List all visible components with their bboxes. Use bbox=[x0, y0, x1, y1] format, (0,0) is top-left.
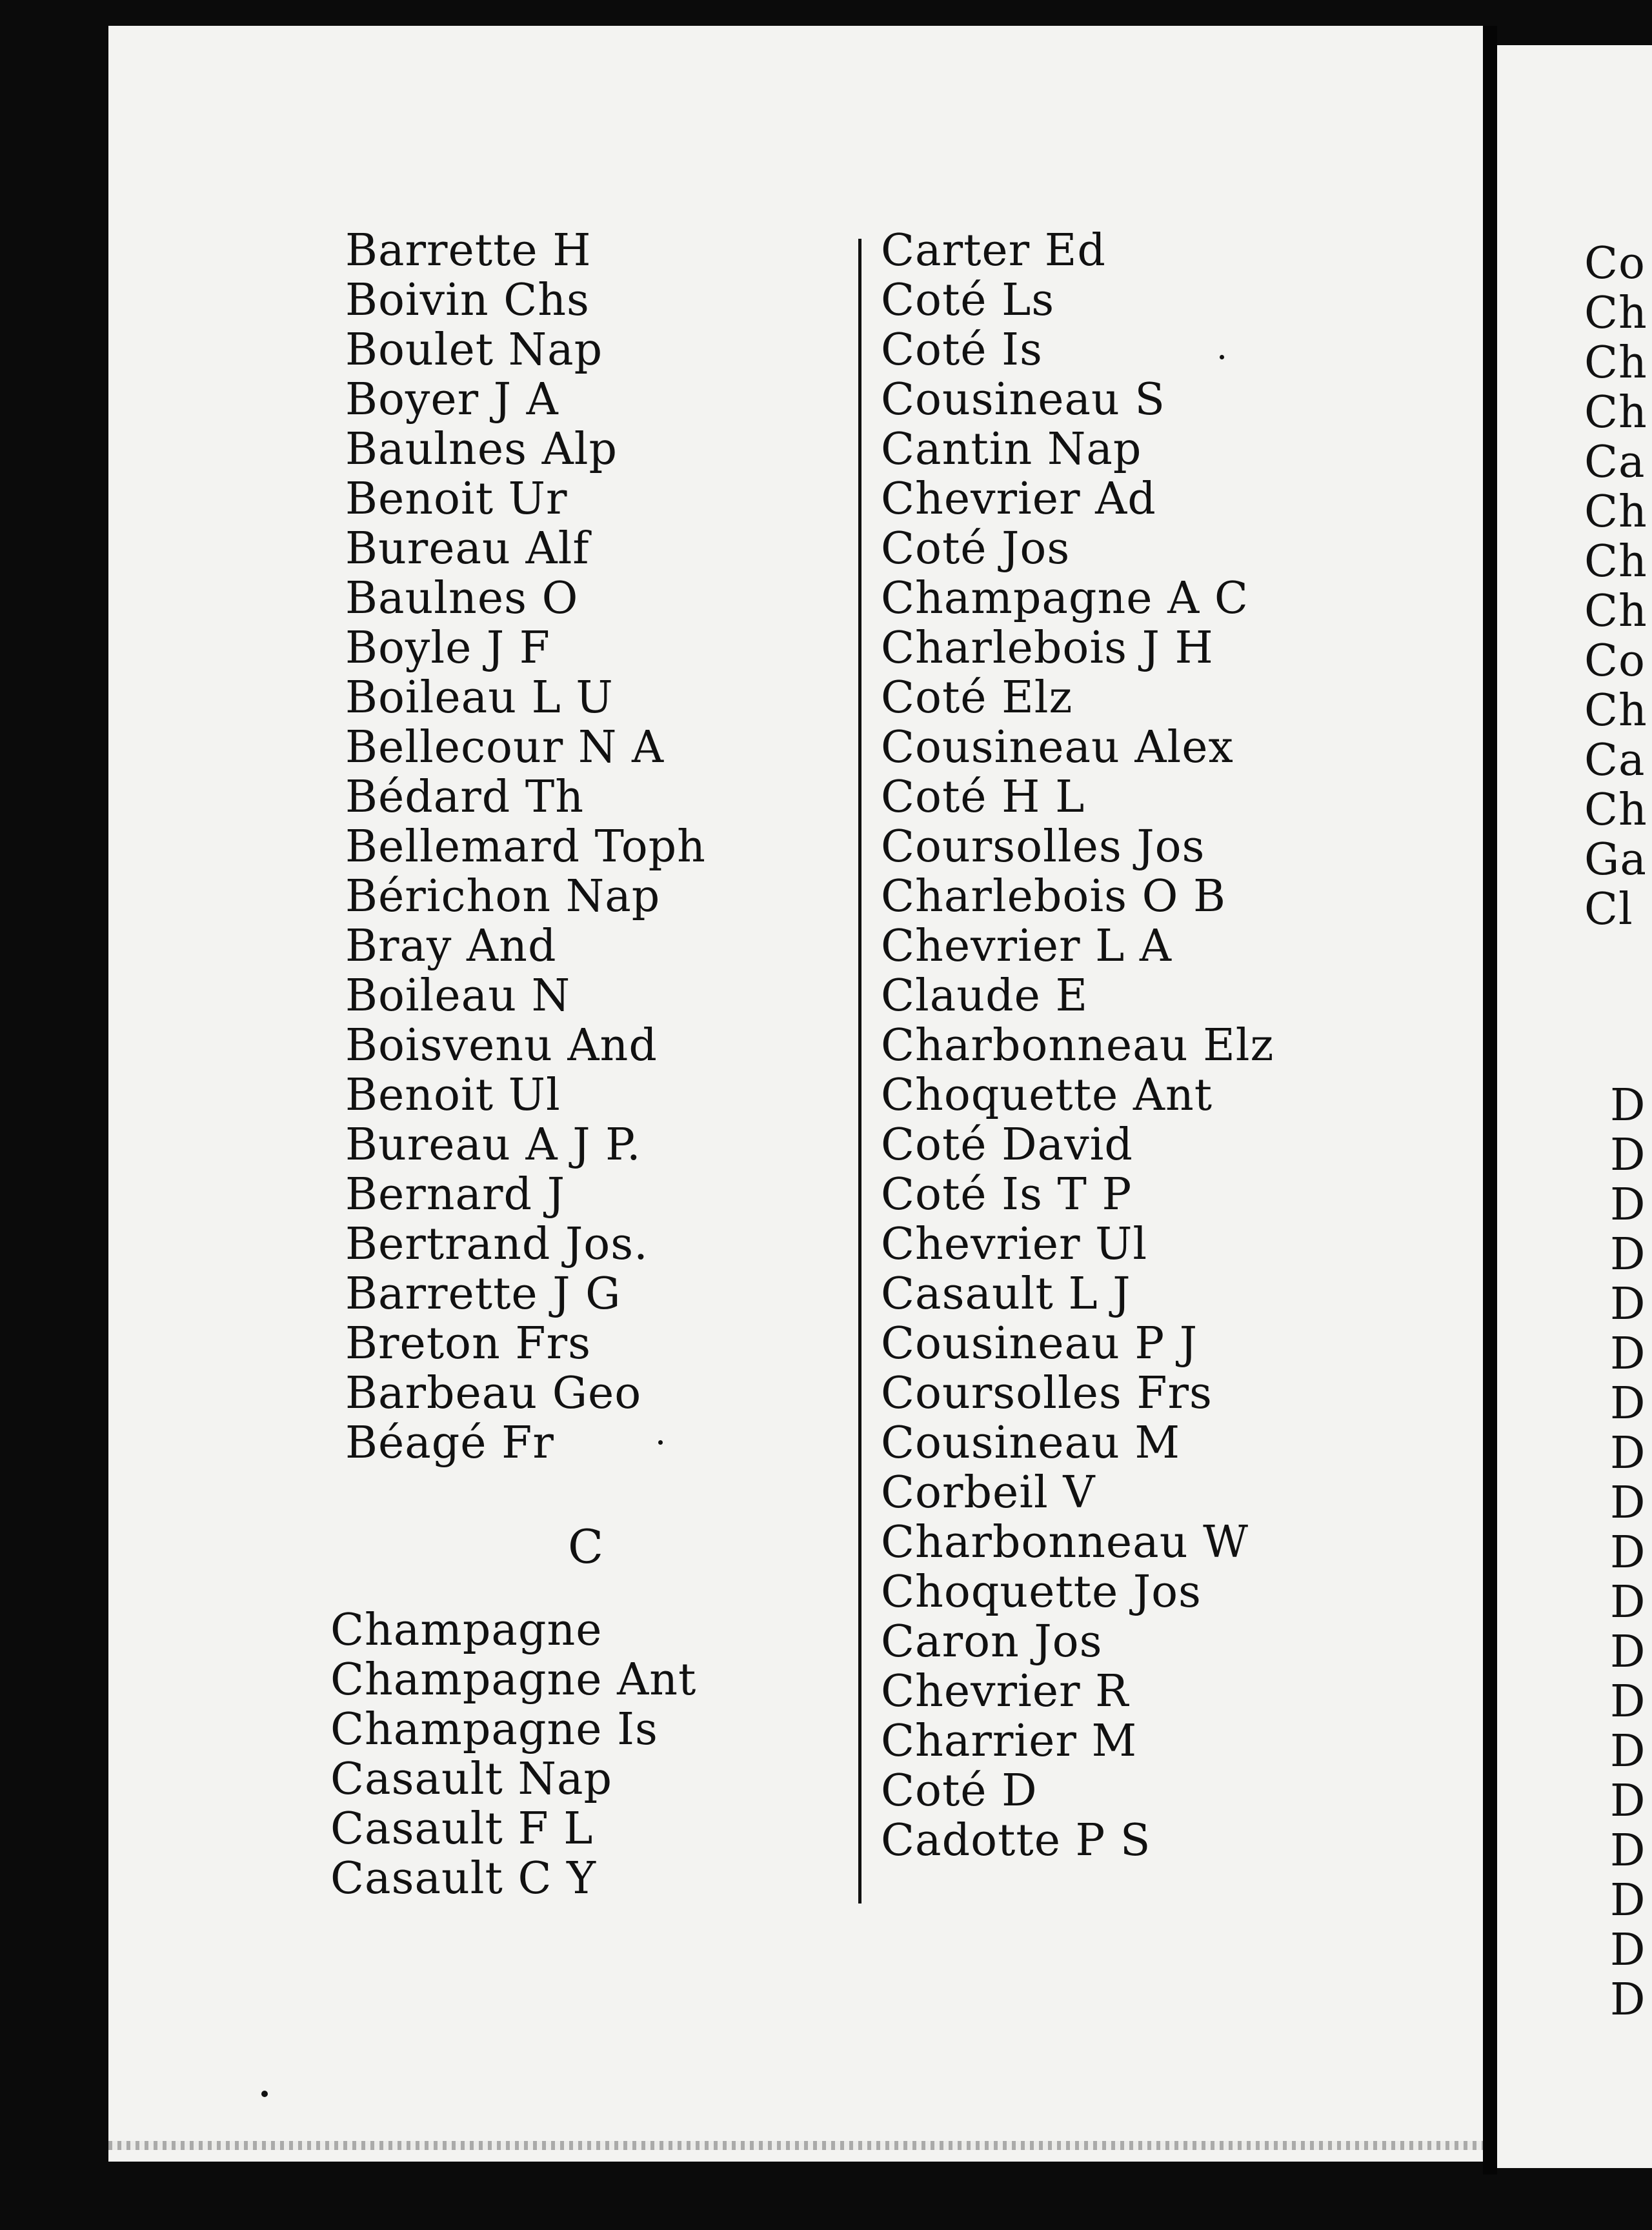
list-item: Barrette J G bbox=[345, 1269, 621, 1320]
list-item: D bbox=[1610, 1080, 1646, 1131]
section-letter: C bbox=[568, 1520, 604, 1574]
list-item: Casault F L bbox=[330, 1803, 594, 1854]
list-item: Coursolles Frs bbox=[881, 1368, 1213, 1419]
list-item: Cousineau S bbox=[881, 374, 1165, 425]
name-list-b bbox=[345, 226, 706, 1468]
list-item: Chevrier Ul bbox=[881, 1219, 1148, 1270]
list-item: Bray And bbox=[345, 921, 557, 972]
list-item: Baulnes Alp bbox=[345, 424, 618, 475]
ink-speck bbox=[1220, 355, 1224, 359]
list-item: Ca bbox=[1584, 437, 1646, 488]
list-item: Charlebois J H bbox=[881, 623, 1214, 674]
list-item: Ch bbox=[1584, 785, 1647, 836]
list-item: Benoit Ul bbox=[345, 1070, 561, 1121]
list-item: Charlebois O B bbox=[881, 871, 1226, 922]
list-item: D bbox=[1610, 1279, 1646, 1330]
list-item: Co bbox=[1584, 636, 1646, 687]
list-item: Ch bbox=[1584, 387, 1647, 438]
list-item: Cl bbox=[1584, 884, 1633, 935]
list-item: Coté Ls bbox=[881, 275, 1055, 326]
list-item: Cantin Nap bbox=[881, 424, 1142, 475]
list-item: Charrier M bbox=[881, 1716, 1138, 1767]
list-item: Boulet Nap bbox=[345, 325, 603, 376]
list-item: Cousineau Alex bbox=[881, 722, 1234, 773]
list-item: Boileau N bbox=[345, 970, 571, 1021]
list-item: Champagne Is bbox=[330, 1704, 658, 1755]
list-item: Corbeil V bbox=[881, 1467, 1096, 1518]
list-item: D bbox=[1610, 1130, 1646, 1181]
list-item: D bbox=[1610, 1726, 1646, 1777]
list-item: Chevrier Ad bbox=[881, 474, 1156, 525]
list-item: Boileau L U bbox=[345, 672, 614, 723]
list-item: Charbonneau Elz bbox=[881, 1020, 1274, 1071]
list-item: Casault L J bbox=[881, 1269, 1131, 1320]
list-item: Chevrier R bbox=[881, 1666, 1129, 1717]
list-item: Boivin Chs bbox=[345, 275, 590, 326]
list-item: Coté D bbox=[881, 1765, 1038, 1816]
list-item: Breton Frs bbox=[345, 1318, 591, 1369]
list-item: D bbox=[1610, 1478, 1646, 1529]
list-item: Ch bbox=[1584, 536, 1647, 587]
list-item: Coté Jos bbox=[881, 523, 1071, 574]
list-item: D bbox=[1610, 1776, 1646, 1827]
list-item: Champagne Ant bbox=[330, 1654, 697, 1705]
list-item: D bbox=[1610, 1577, 1646, 1628]
list-item: Coursolles Jos bbox=[881, 821, 1205, 872]
list-item: Coté Is bbox=[881, 325, 1043, 376]
list-item: Champagne bbox=[330, 1605, 603, 1656]
list-item: D bbox=[1610, 1378, 1646, 1429]
list-item: Caron Jos bbox=[881, 1616, 1103, 1667]
list-item: Ch bbox=[1584, 337, 1647, 388]
list-item: Barbeau Geo bbox=[345, 1368, 642, 1419]
list-item: Bernard J bbox=[345, 1169, 565, 1220]
list-item: Ch bbox=[1584, 288, 1647, 339]
book-spine bbox=[1483, 26, 1497, 2175]
list-item: Choquette Ant bbox=[881, 1070, 1213, 1121]
list-item: Coté Elz bbox=[881, 672, 1073, 723]
name-list-right-lower-fragment bbox=[1610, 1081, 1646, 2025]
list-item: Béagé Fr bbox=[345, 1418, 554, 1469]
list-item: Benoit Ur bbox=[345, 474, 568, 525]
list-item: Coté H L bbox=[881, 772, 1085, 823]
name-list-middle bbox=[881, 226, 1274, 1865]
list-item: D bbox=[1610, 1229, 1646, 1280]
list-item: Bellemard Toph bbox=[345, 821, 706, 872]
list-item: Casault C Y bbox=[330, 1853, 597, 1904]
name-list-right-fragment bbox=[1584, 239, 1647, 934]
list-item: D bbox=[1610, 1875, 1646, 1926]
name-list-c bbox=[330, 1605, 696, 1904]
list-item: Ga bbox=[1584, 834, 1647, 885]
page-left bbox=[108, 26, 1487, 2162]
list-item: Carter Ed bbox=[881, 225, 1106, 276]
list-item: Boyle J F bbox=[345, 623, 550, 674]
list-item: D bbox=[1610, 1925, 1646, 1976]
list-item: Ch bbox=[1584, 487, 1647, 537]
list-item: Chevrier L A bbox=[881, 921, 1172, 972]
list-item: D bbox=[1610, 1974, 1646, 2025]
list-item: Claude E bbox=[881, 970, 1089, 1021]
list-item: Bédard Th bbox=[345, 772, 585, 823]
list-item: D bbox=[1610, 1428, 1646, 1479]
list-item: Co bbox=[1584, 238, 1646, 289]
list-item: Bertrand Jos. bbox=[345, 1219, 649, 1270]
list-item: Boisvenu And bbox=[345, 1020, 658, 1071]
column-divider bbox=[858, 239, 861, 1904]
list-item: Cousineau P J bbox=[881, 1318, 1198, 1369]
ink-speck bbox=[658, 1440, 663, 1445]
list-item: Bérichon Nap bbox=[345, 871, 661, 922]
list-item: Coté David bbox=[881, 1120, 1133, 1170]
list-item: D bbox=[1610, 1329, 1646, 1380]
list-item: D bbox=[1610, 1627, 1646, 1678]
list-item: Ca bbox=[1584, 735, 1646, 786]
ink-speck bbox=[261, 2091, 268, 2097]
list-item: Baulnes O bbox=[345, 573, 579, 624]
page-edge bbox=[108, 2141, 1483, 2150]
list-item: Ch bbox=[1584, 586, 1647, 637]
list-item: D bbox=[1610, 1676, 1646, 1727]
list-item: Bureau Alf bbox=[345, 523, 590, 574]
list-item: Choquette Jos bbox=[881, 1567, 1202, 1618]
list-item: Bellecour N A bbox=[345, 722, 665, 773]
list-item: Casault Nap bbox=[330, 1754, 613, 1805]
list-item: Barrette H bbox=[345, 225, 592, 276]
list-item: D bbox=[1610, 1527, 1646, 1578]
list-item: D bbox=[1610, 1180, 1646, 1231]
list-item: Cousineau M bbox=[881, 1418, 1181, 1469]
list-item: Boyer J A bbox=[345, 374, 559, 425]
list-item: Champagne A C bbox=[881, 573, 1249, 624]
list-item: Cadotte P S bbox=[881, 1815, 1151, 1866]
list-item: Charbonneau W bbox=[881, 1517, 1249, 1568]
list-item: Ch bbox=[1584, 685, 1647, 736]
list-item: Bureau A J P. bbox=[345, 1120, 641, 1170]
list-item: Coté Is T P bbox=[881, 1169, 1133, 1220]
list-item: D bbox=[1610, 1825, 1646, 1876]
